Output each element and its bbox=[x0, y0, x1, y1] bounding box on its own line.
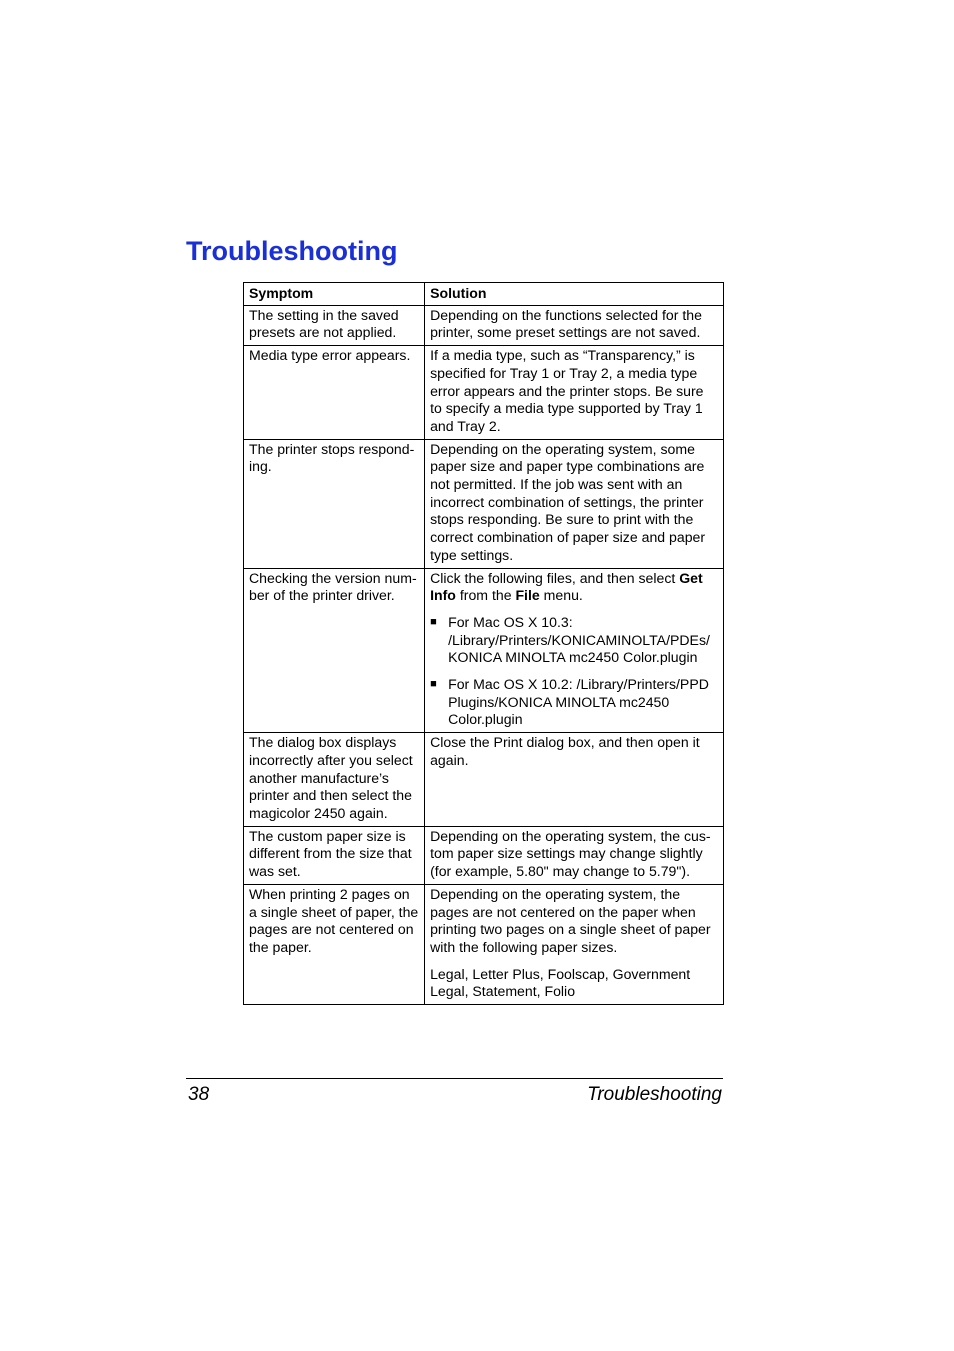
solution-paragraph bbox=[430, 570, 719, 605]
bullet-text: For Mac OS X 10.3: /Library/Printers/KONICAMINOLTA/PDEs/ KONICA MINOLTA mc2450 Color.plugin bbox=[448, 613, 710, 666]
paper-sizes-list: Legal, Letter Plus, Foolscap, Government Legal, Statement, Folio bbox=[430, 965, 691, 1000]
solution-cell: Close the Print dialog box, and then open it again. bbox=[425, 733, 724, 827]
symptom-cell: The dialog box displays incorrectly after you select another manufacture’s printer and then select the magicolor 2450 again. bbox=[244, 733, 425, 827]
table-row bbox=[244, 826, 724, 884]
symptom-cell: The setting in the saved presets are not applied. bbox=[244, 305, 425, 345]
square-bullet-icon: ■ bbox=[430, 615, 437, 628]
solution-text: menu. bbox=[539, 587, 583, 604]
bullet-item bbox=[430, 676, 719, 729]
symptom-cell: The custom paper size is different from the size that was set. bbox=[244, 826, 425, 884]
table-row bbox=[244, 305, 724, 345]
solution-paragraph: Depending on the operating system, the pages are not centered on the paper when printing two pages on a single sheet of paper with the following paper sizes. bbox=[430, 885, 711, 955]
file-menu-term: File bbox=[515, 587, 540, 604]
square-bullet-icon: ■ bbox=[430, 678, 437, 691]
solution-text: Click the following files, and then select bbox=[430, 569, 680, 586]
solution-cell: Depending on the functions selected for the printer, some preset settings are not saved. bbox=[425, 305, 724, 345]
solution-cell bbox=[425, 568, 724, 733]
symptom-cell: When printing 2 pages on a single sheet of paper, the pages are not centered on the paper. bbox=[244, 884, 425, 1004]
solution-cell: If a media type, such as “Transparency,” is specified for Tray 1 or Tray 2, a media type error appears and the printer stops. Be sure to specify a media type supported by Tray 1 and Tray 2. bbox=[425, 346, 724, 440]
solution-cell bbox=[425, 884, 724, 1004]
get-info-term: Get Info bbox=[430, 569, 703, 604]
column-header-solution: Solution bbox=[425, 283, 724, 306]
table-row bbox=[244, 439, 724, 568]
page-number: 38 bbox=[188, 1084, 210, 1105]
solution-text: from the bbox=[455, 587, 516, 604]
bullet-text: For Mac OS X 10.2: /Library/Printers/PPD Plugins/KONICA MINOLTA mc2450 Color.plugin bbox=[448, 676, 709, 728]
symptom-cell: Media type error appears. bbox=[244, 346, 425, 440]
table-row bbox=[244, 568, 724, 733]
table-row bbox=[244, 346, 724, 440]
bullet-item bbox=[430, 614, 719, 667]
page-title: Troubleshooting bbox=[186, 236, 398, 266]
table-header-row bbox=[244, 283, 724, 306]
solution-cell: Depending on the operating system, some paper size and paper type combinations are not permitted. If the job was sent with an incorrect combination of settings, the printer stops responding. Be sure to print with the correct combination of paper size and paper type settings. bbox=[425, 439, 724, 568]
footer-divider bbox=[186, 1078, 723, 1079]
symptom-cell: The printer stops respond-ing. bbox=[244, 439, 425, 568]
column-header-symptom: Symptom bbox=[244, 283, 425, 306]
table-row bbox=[244, 884, 724, 1004]
symptom-cell: Checking the version num-ber of the printer driver. bbox=[244, 568, 425, 733]
table-row bbox=[244, 733, 724, 827]
troubleshooting-table bbox=[243, 282, 724, 1005]
solution-cell: Depending on the operating system, the cus-tom paper size settings may change slightly (for example, 5.80" may change to 5.79"). bbox=[425, 826, 724, 884]
footer-section-title: Troubleshooting bbox=[587, 1084, 722, 1105]
